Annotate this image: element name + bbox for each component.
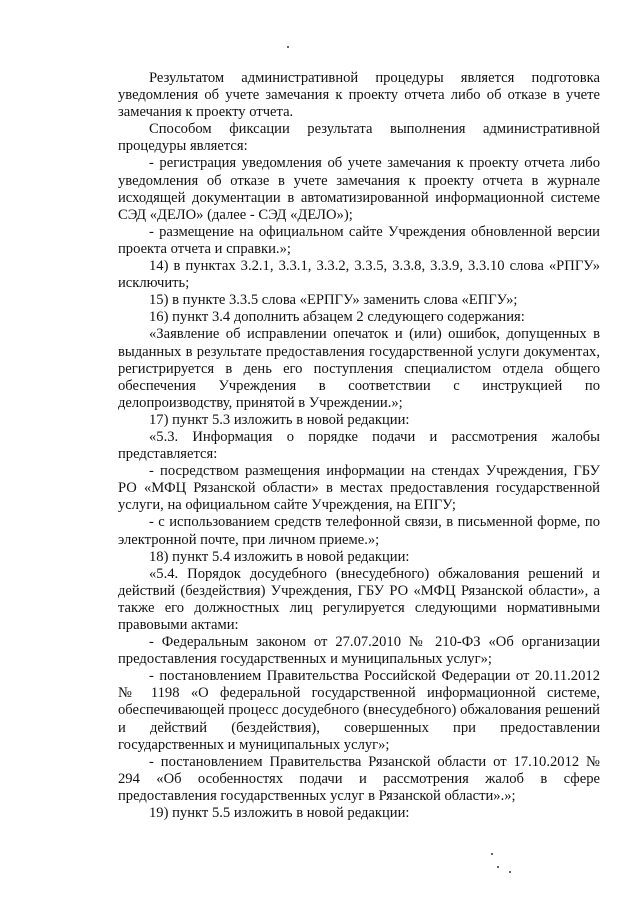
- paragraph-publication: - размещение на официальном сайте Учреждения обновленной версии проекта отчета и справки.»;: [118, 223, 600, 257]
- paragraph-fixation-method: Способом фиксации результата выполнения административной процедуры является:: [118, 121, 600, 155]
- paragraph-item-17: 17) пункт 5.3 изложить в новой редакции:: [149, 411, 410, 428]
- scan-speck: [491, 853, 493, 855]
- paragraph-regional-decree: - постановлением Правительства Рязанской области от 17.10.2012 № 294 «Об особенностях подачи и рассмотрения жалоб в сфере предоставления государственных услуг в Рязанской области».»;: [118, 753, 600, 804]
- paragraph-phone-info: - с использованием средств телефонной связи, в письменной форме, по электронной почте, при личном приеме.»;: [118, 514, 600, 548]
- scan-speck: [287, 46, 289, 48]
- scan-speck: [509, 871, 511, 873]
- paragraph-item-19: 19) пункт 5.5 изложить в новой редакции:: [149, 805, 410, 822]
- scan-speck: [497, 866, 499, 868]
- paragraph-federal-law: - Федеральным законом от 27.07.2010 № 210-ФЗ «Об организации предоставления государственных и муниципальных услуг»;: [118, 634, 600, 668]
- paragraph-5-4: «5.4. Порядок досудебного (внесудебного) обжалования решений и действий (бездействия) Учреждения, ГБУ РО «МФЦ Рязанской области», а также его должностных лиц регулируется следующими нормативными правовыми актами:: [118, 565, 600, 633]
- paragraph-5-3: «5.3. Информация о порядке подачи и рассмотрения жалобы представляется:: [118, 428, 600, 463]
- paragraph-stands-info: - посредством размещения информации на стендах Учреждения, ГБУ РО «МФЦ Рязанской области» в местах предоставления государственной услуги, на официальном сайте Учреждения, на ЕПГУ;: [118, 463, 600, 514]
- paragraph-result: Результатом административной процедуры является подготовка уведомления об учете замечания к проекту отчета либо об отказе в учете замечания к проекту отчета.: [118, 70, 600, 121]
- paragraph-item-16: 16) пункт 3.4 дополнить абзацем 2 следующего содержания:: [149, 309, 525, 326]
- paragraph-item-15: 15) в пункте 3.3.5 слова «ЕРПГУ» заменить слова «ЕПГУ»;: [149, 292, 518, 309]
- paragraph-item-14: 14) в пунктах 3.2.1, 3.3.1, 3.3.2, 3.3.5, 3.3.8, 3.3.9, 3.3.10 слова «РПГУ» исключить;: [118, 258, 600, 292]
- paragraph-government-decree: - постановлением Правительства Российской Федерации от 20.11.2012 № 1198 «О федеральной государственной информационной системе, обеспечивающей процесс досудебного (внесудебного) обжалования решений и действий (бездействия), совершенных при предоставлении государственных и муниципальных услуг»;: [118, 668, 600, 753]
- document-body: [118, 70, 600, 822]
- paragraph-item-18: 18) пункт 5.4 изложить в новой редакции:: [149, 548, 410, 565]
- paragraph-correction-statement: «Заявление об исправлении опечаток и (или) ошибок, допущенных в выданных в результате предоставления государственной услуги документах, регистрируется в день его поступления специалистом отдела общего обеспечения Учреждения в соответствии с инструкцией по делопроизводству, принятой в Учреждении.»;: [118, 326, 600, 411]
- paragraph-registration: - регистрация уведомления об учете замечания к проекту отчета либо уведомления об отказе в учете замечания к проекту отчета в журнале исходящей документации в автоматизированной информационной системе СЭД «ДЕЛО» (далее - СЭД «ДЕЛО»);: [118, 155, 600, 223]
